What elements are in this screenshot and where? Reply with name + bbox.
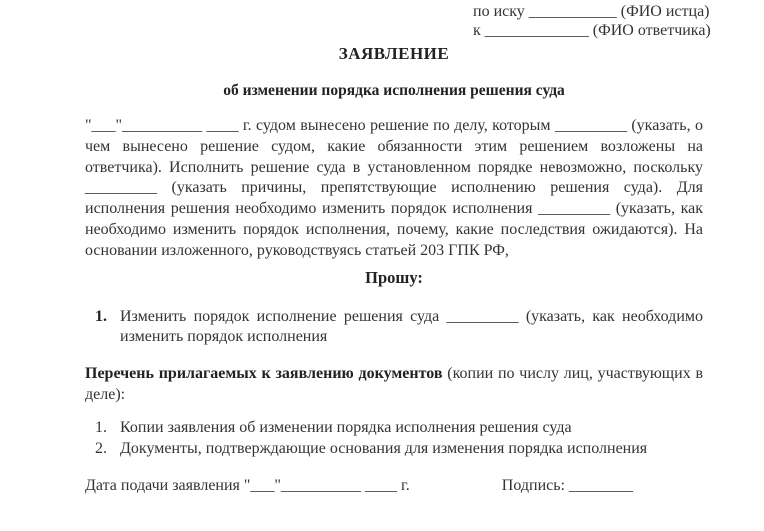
request-item-number: 1.: [95, 307, 107, 325]
case-parties-header: [473, 2, 711, 40]
attachment-item-text: Копии заявления об изменении порядка исполнения решения суда: [120, 418, 572, 436]
document-subtitle: об изменении порядка исполнения решения суда: [223, 82, 565, 99]
defendant-line: к _____________ (ФИО ответчика): [473, 22, 711, 39]
document-title: ЗАЯВЛЕНИЕ: [338, 44, 450, 63]
attachment-item: [85, 418, 703, 439]
attachments-list: [85, 418, 703, 460]
footer: [85, 476, 703, 497]
attachments-heading: [85, 364, 703, 406]
request-heading: Прошу:: [365, 267, 423, 287]
attachment-item-number: 1.: [95, 418, 107, 436]
attachment-item-text: Документы, подтверждающие основания для изменения порядка исполнения: [120, 439, 648, 457]
filing-date-line: Дата подачи заявления "___"__________ ____ г.: [85, 477, 410, 495]
signature-line: Подпись: ________: [501, 477, 633, 495]
statement-paragraph: "___"__________ ____ г. судом вынесено решение по делу, которым _________ (указать, о чем вынесено решение судом, какие обязанности этим решением возложены на ответчика). Исполнить решение суда в установленном порядке невозможно, поскольку _________ (указать причины, препятствующие исполнению решения суда). Для исполнения решения необходимо изменить порядок исполнения _________ (указать, как необходимо изменить порядок исполнения, почему, какие последствия ожидаются). На основании изложенного, руководствуясь статьей 203 ГПК РФ,: [85, 117, 703, 259]
attachment-item-number: 2.: [95, 439, 107, 457]
attachments-heading-bold: Перечень прилагаемых к заявлению документов: [85, 365, 443, 383]
attachment-item: [85, 439, 703, 460]
claimant-line: по иску ___________ (ФИО истца): [473, 3, 710, 20]
request-item-text: Изменить порядок исполнение решения суда _________ (указать, как необходимо изменить порядок исполнения: [120, 307, 703, 346]
request-item: [85, 307, 703, 349]
attachments-heading-rest: (копии по числу лиц, участвующих в деле):: [85, 365, 704, 403]
